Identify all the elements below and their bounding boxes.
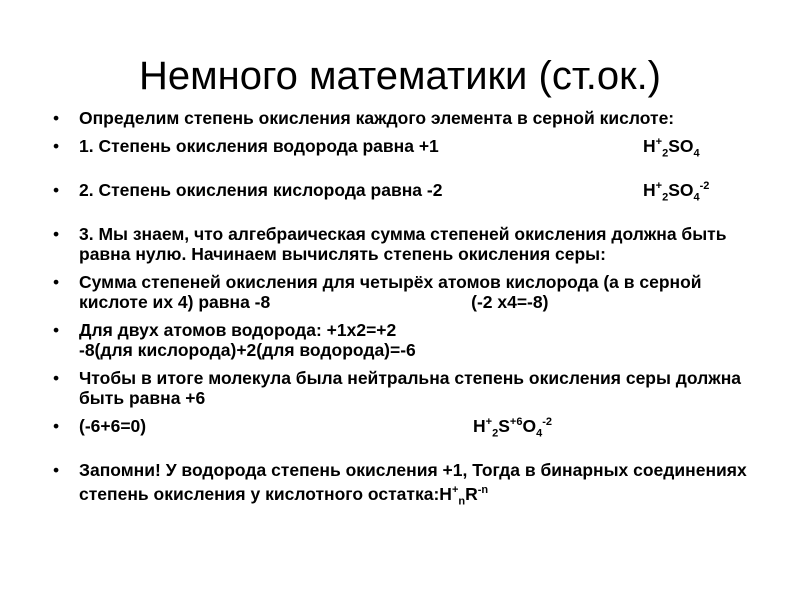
bullet-hydrogen <box>0 136 759 160</box>
bullet-line: • Для двух атомов водорода: +1x2=+2 <box>79 320 397 340</box>
bullet-sum-rule <box>0 224 759 264</box>
bullet-text: 2. Степень окисления кислорода равна -2 <box>79 180 443 200</box>
bullet-oxygen-sum <box>0 272 759 312</box>
bullet-hydrogen-sum <box>0 320 759 360</box>
formula-h2so4: $H^+_2SO_4$ <box>643 136 700 160</box>
bullet-text: Чтобы в итоге молекула была нейтральна степень окисления серы должна быть равна +6 <box>79 368 741 408</box>
slide-title: Немного математики (ст.ок.) <box>138 54 661 98</box>
bullet-neutral <box>0 368 759 408</box>
bullet-text: Определим степень окисления каждого элемента в серной кислоте: <box>79 108 675 128</box>
bullet-oxygen <box>0 180 759 204</box>
bullet-text: Запомни! У водорода степень окисления +1, Тогда в бинарных соединениях степень окисления у кислотного остатка:H <box>79 460 747 504</box>
bullet-text: 3. Мы знаем, что алгебраическая сумма степеней окисления должна быть равна нулю. Начинаем вычислять степень окисления серы: <box>79 224 727 264</box>
bullet-text: (-6+6=0) <box>79 416 147 436</box>
bullet-intro <box>0 108 759 128</box>
bullet-line: -8(для кислорода)+2(для водорода)=-6 <box>79 340 416 360</box>
formula-h2so4-full: $H^+_2S^{+6}O_4^{-2}$ <box>473 416 552 440</box>
bullet-check <box>0 416 759 440</box>
bullet-tail: (-2 x4=-8) <box>471 292 549 312</box>
bullet-text: 1. Степень окисления водорода равна +1 <box>79 136 439 156</box>
bullet-list <box>0 108 800 519</box>
formula-h2so4-oxygen: $H^+_2SO_4^{-2}$ <box>643 180 710 204</box>
bullet-remember: • Запомни! У водорода степень окисления +1, Тогда в бинарных соединениях степень окисления у кислотного $остатка:H^+_nR^{-n}$ <box>0 460 759 511</box>
bullet-text: Сумма степеней окисления для четырёх атомов кислорода (а в серной кислоте их 4) равна -8 <box>79 272 702 312</box>
